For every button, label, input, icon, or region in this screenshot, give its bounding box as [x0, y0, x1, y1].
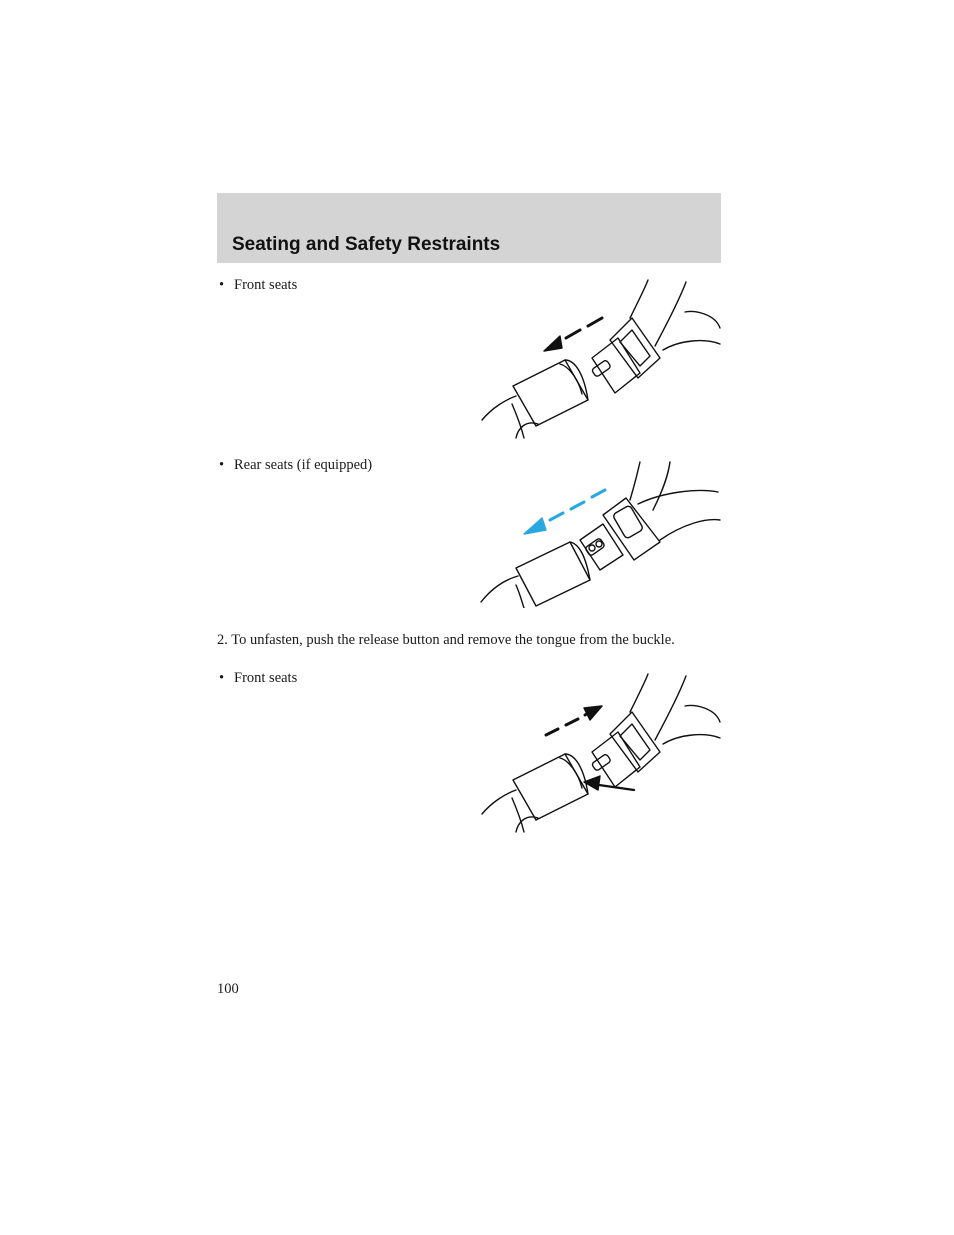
section-header [217, 193, 721, 263]
bullet-dot: • [219, 277, 225, 293]
bullet-dot: • [219, 670, 225, 686]
bullet-label: Rear seats (if equipped) [234, 457, 373, 473]
bullet-front-seats-1 [219, 277, 297, 294]
page-number: 100 [217, 981, 239, 997]
section-title: Seating and Safety Restraints [232, 234, 501, 255]
front-seat-buckle-unfasten-illustration [480, 672, 725, 840]
rear-seat-buckle-fasten-illustration [478, 460, 723, 608]
bullet-rear-seats [219, 457, 372, 474]
bullet-dot: • [219, 457, 225, 473]
bullet-front-seats-2 [219, 670, 297, 687]
bullet-label: Front seats [234, 670, 298, 686]
unfasten-instruction: 2. To unfasten, push the release button and remove the tongue from the buckle. [217, 632, 675, 648]
front-seat-buckle-fasten-illustration [480, 278, 725, 446]
bullet-label: Front seats [234, 277, 298, 293]
